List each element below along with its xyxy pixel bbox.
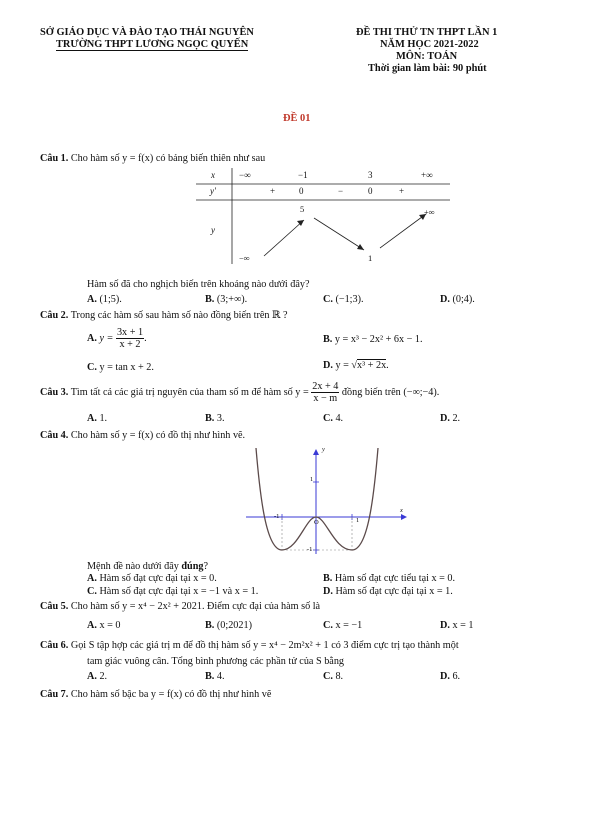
tbl-x-neg-inf: −∞ bbox=[239, 170, 251, 180]
q6-label: Câu 6. bbox=[40, 640, 69, 651]
q3-fraction: $\frac{2x + 4}{x - m}$ bbox=[312, 381, 339, 404]
q2-text: Trong các hàm số sau hàm số nào đồng biến trên ℝ ? bbox=[70, 310, 288, 321]
header-school bbox=[56, 39, 248, 50]
header-subject: MÔN: TOÁN bbox=[396, 51, 458, 62]
tbl-y-neg-inf: −∞ bbox=[239, 253, 250, 263]
arrow-down bbox=[314, 218, 364, 250]
q3-option-c[interactable]: C. 4. bbox=[323, 413, 344, 424]
q3-stem: Câu 3. Tìm tất cả các giá trị nguyên của tham số m để hàm số y = $\frac{2x + 4}{x - m}$ đồng biến trên (−∞;−4). bbox=[40, 381, 440, 404]
arrow-up-1 bbox=[264, 220, 304, 256]
graph-label-neg-one-y: -1 bbox=[307, 546, 313, 553]
q5-label: Câu 5. bbox=[40, 601, 69, 612]
q6-option-c[interactable]: C. 8. bbox=[323, 671, 344, 682]
q4-graph bbox=[246, 446, 410, 556]
graph-label-origin: O bbox=[314, 519, 319, 526]
tbl-yprime-plus2: + bbox=[399, 186, 405, 196]
q2-stem bbox=[40, 310, 288, 321]
q3-option-b[interactable]: B. 3. bbox=[205, 413, 225, 424]
q3-label: Câu 3. bbox=[40, 386, 69, 398]
graph-label-one-x: 1 bbox=[356, 517, 360, 524]
q2-option-c[interactable]: C. y = tan x + 2. bbox=[87, 362, 154, 373]
q1-option-a[interactable]: A. (1;5). bbox=[87, 294, 122, 305]
tbl-yprime-plus1: + bbox=[270, 186, 276, 196]
q6-option-d[interactable]: D. 6. bbox=[440, 671, 461, 682]
graph-label-x: x bbox=[400, 507, 403, 514]
q1-stem bbox=[40, 153, 265, 164]
q1-question: Hàm số đã cho nghịch biến trên khoảng nào dưới đây? bbox=[87, 279, 310, 290]
graph-x-arrow bbox=[401, 514, 407, 520]
arrow-up-2 bbox=[380, 214, 426, 248]
tbl-yprime-minus: − bbox=[338, 186, 344, 196]
q3-option-a[interactable]: A. 1. bbox=[87, 413, 108, 424]
q5-option-a[interactable]: A. x = 0 bbox=[87, 620, 121, 631]
q1-text: Cho hàm số y = f(x) có bảng biến thiên như sau bbox=[70, 153, 266, 164]
header-ministry: SỞ GIÁO DỤC VÀ ĐÀO TẠO THÁI NGUYÊN bbox=[40, 27, 254, 38]
tbl-x-3: 3 bbox=[368, 170, 373, 180]
graph-curve bbox=[256, 448, 378, 550]
q5-option-c[interactable]: C. x = −1 bbox=[323, 620, 363, 631]
tbl-x-neg1: −1 bbox=[298, 170, 308, 180]
q6-option-a[interactable]: A. 2. bbox=[87, 671, 108, 682]
header-exam-title: ĐỀ THI THỬ TN THPT LẦN 1 bbox=[356, 27, 498, 38]
q2-option-b[interactable]: B. y = x³ − 2x² + 6x − 1. bbox=[323, 334, 423, 345]
graph-label-y: y bbox=[322, 446, 325, 453]
q4-option-d[interactable]: D. Hàm số đạt cực đại tại x = 1. bbox=[323, 586, 453, 597]
tbl-y-1: 1 bbox=[368, 253, 373, 263]
q4-option-b[interactable]: B. Hàm số đạt cực tiểu tại x = 0. bbox=[323, 573, 456, 584]
q4-option-a[interactable]: A. Hàm số đạt cực đại tại x = 0. bbox=[87, 573, 217, 584]
q2-option-d[interactable]: D. y = √x³ + 2x. bbox=[323, 360, 389, 371]
header-school-text: TRƯỜNG THPT LƯƠNG NGỌC QUYẾN bbox=[56, 39, 249, 50]
q6-option-b[interactable]: B. 4. bbox=[205, 671, 225, 682]
q5-stem: Câu 5. Cho hàm số y = x⁴ − 2x² + 2021. Điểm cực đại của hàm số là bbox=[40, 601, 321, 612]
header-school-year: NĂM HỌC 2021-2022 bbox=[380, 39, 479, 50]
q1-option-c[interactable]: C. (−1;3). bbox=[323, 294, 364, 305]
q1-variation-table bbox=[196, 168, 450, 266]
q6-stem-line1: Câu 6. Gọi S tập hợp các giá trị m để đồ thị hàm số y = x⁴ − 2m²x² + 1 có 3 điểm cực trị tạo thành một bbox=[40, 640, 459, 651]
tbl-x-pos-inf: +∞ bbox=[421, 170, 433, 180]
tbl-yprime-zero2: 0 bbox=[368, 186, 373, 196]
exam-code: ĐỀ 01 bbox=[283, 113, 311, 124]
q7-label: Câu 7. bbox=[40, 689, 69, 700]
q1-label: Câu 1. bbox=[40, 153, 69, 164]
q2-a-fraction: $\frac{3x + 1}{x + 2}$ bbox=[116, 327, 144, 350]
q1-option-d[interactable]: D. (0;4). bbox=[440, 294, 475, 305]
graph-y-arrow bbox=[313, 449, 319, 455]
graph-label-one-y: 1 bbox=[310, 476, 314, 483]
q6-stem-line2: tam giác vuông cân. Tổng bình phương các phần tử của S bằng bbox=[87, 656, 345, 667]
q2-option-a[interactable]: A. y = $\frac{3x + 1}{x + 2}$ . bbox=[87, 327, 147, 350]
q1-option-b[interactable]: B. (3;+∞). bbox=[205, 294, 248, 305]
q4-question: Mệnh đề nào dưới đây đúng? bbox=[87, 561, 208, 572]
q2-label: Câu 2. bbox=[40, 310, 69, 321]
arrowhead-down bbox=[357, 244, 364, 250]
tbl-x-label: x bbox=[211, 170, 215, 180]
q5-option-d[interactable]: D. x = 1 bbox=[440, 620, 474, 631]
header-duration: Thời gian làm bài: 90 phút bbox=[368, 63, 487, 74]
q3-option-d[interactable]: D. 2. bbox=[440, 413, 461, 424]
sqrt-sign: √ bbox=[351, 360, 357, 371]
tbl-yprime-zero1: 0 bbox=[299, 186, 304, 196]
tbl-yprime-label: y' bbox=[210, 186, 216, 196]
q5-option-b[interactable]: B. (0;2021) bbox=[205, 620, 252, 631]
q4-stem: Câu 4. Cho hàm số y = f(x) có đồ thị như hình vẽ. bbox=[40, 430, 246, 441]
graph-label-neg1: -1 bbox=[274, 513, 280, 520]
tbl-y-pos-inf: +∞ bbox=[424, 207, 435, 217]
q7-stem: Câu 7. Cho hàm số bậc ba y = f(x) có đồ thị như hình vẽ bbox=[40, 689, 272, 700]
tbl-y-label: y bbox=[211, 225, 215, 235]
tbl-y-5: 5 bbox=[300, 204, 305, 214]
q4-label: Câu 4. bbox=[40, 430, 69, 441]
q4-option-c[interactable]: C. Hàm số đạt cực đại tại x = −1 và x = 1. bbox=[87, 586, 259, 597]
